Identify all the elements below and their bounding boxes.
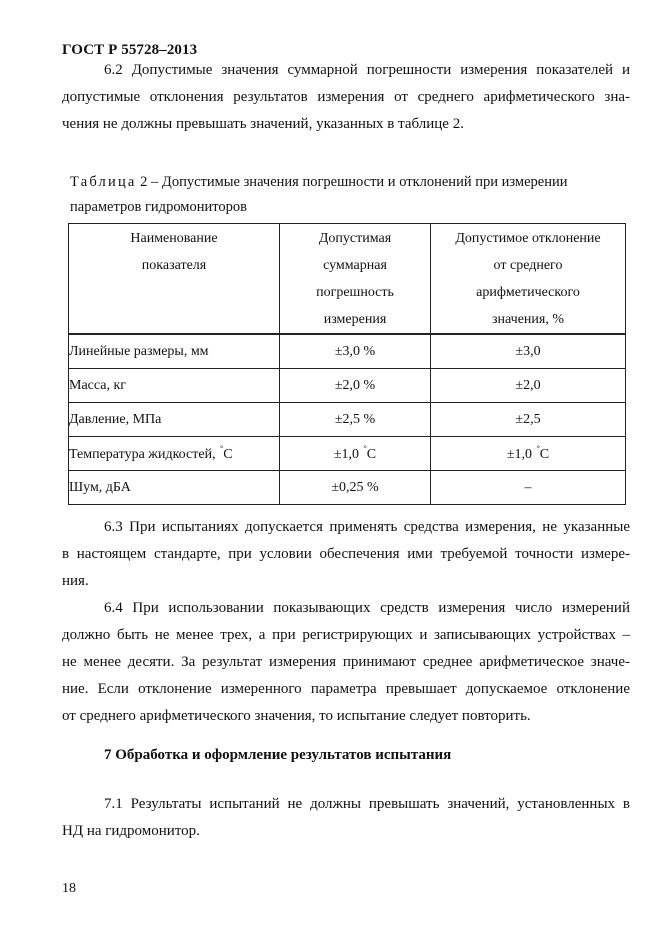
page-number: 18 (62, 881, 76, 896)
cell-name (69, 437, 280, 471)
paragraph-line: в настоящем стандарте, при условии обеспечения ими требуемой точности измере- (62, 546, 630, 562)
paragraph-line: ние. Если отклонение измеренного параметра превышает допускаемое отклонение (62, 681, 630, 697)
cell-name: Линейные размеры, мм (69, 334, 280, 369)
paragraph-line: 6.3 При испытаниях допускается применять средства измерения, не указанные (104, 519, 630, 535)
tolerance-table (68, 223, 626, 505)
header-line: Наименование (130, 231, 218, 246)
degree-symbol: ° (536, 444, 540, 453)
paragraph-6-3 (62, 514, 630, 595)
paragraph-line: должно быть не менее трех, а при регистрирующих и записывающих устройствах – (62, 627, 630, 643)
cell-name-text: Температура жидкостей, (69, 447, 220, 462)
cell-name: Давление, МПа (69, 403, 280, 437)
celsius-letter: С (366, 447, 377, 462)
paragraph-6-4 (62, 595, 630, 730)
table-caption-line2: параметров гидромониторов (70, 199, 247, 215)
cell-error (280, 437, 431, 471)
table-row (69, 369, 626, 403)
header-line: Допустимая (318, 231, 392, 246)
table-row (69, 437, 626, 471)
cell-deviation: ±2,5 (431, 403, 626, 437)
header-line: суммарная (323, 258, 387, 273)
cell-error: ±2,5 % (280, 403, 431, 437)
header-line: показателя (141, 258, 207, 273)
cell-deviation: – (431, 471, 626, 505)
table-row (69, 471, 626, 505)
cell-deviation: ±2,0 (431, 369, 626, 403)
cell-deviation-text: ±1,0 (506, 447, 536, 462)
header-line: измерения (323, 312, 387, 327)
header-total-error (280, 224, 431, 335)
paragraph-line: 6.2 Допустимые значения суммарной погрешности измерения показателей и (104, 62, 630, 78)
cell-deviation (431, 437, 626, 471)
header-line: значения, % (491, 312, 565, 327)
paragraph-line: 7.1 Результаты испытаний не должны превышать значений, установленных в (104, 796, 630, 812)
table-caption-text: 2 – Допустимые значения погрешности и отклонений при измерении (136, 174, 568, 190)
cell-deviation: ±3,0 (431, 334, 626, 369)
header-line: от среднего (493, 258, 563, 273)
cell-error-text: ±1,0 (333, 447, 363, 462)
paragraph-line: от среднего арифметического значения, то испытание следует повторить. (62, 708, 531, 724)
cell-error: ±2,0 % (280, 369, 431, 403)
cell-name: Шум, дБА (69, 471, 280, 505)
degree-symbol: ° (363, 444, 367, 453)
table-row (69, 334, 626, 369)
paragraph-line: не менее десяти. За результат измерения принимают среднее арифметическое значе- (62, 654, 630, 670)
header-deviation (431, 224, 626, 335)
section-7-title: 7 Обработка и оформление результатов испытания (104, 747, 452, 763)
cell-error: ±0,25 % (280, 471, 431, 505)
paragraph-7-1 (62, 791, 630, 845)
celsius-letter: С (539, 447, 550, 462)
paragraph-line: чения не должны превышать значений, указанных в таблице 2. (62, 116, 464, 132)
table-caption (70, 170, 630, 220)
header-line: Допустимое отклонение (455, 231, 601, 246)
degree-symbol: ° (220, 444, 224, 453)
table-row (69, 403, 626, 437)
paragraph-line: 6.4 При использовании показывающих средств измерения число измерений (104, 600, 630, 616)
table-header-row (69, 224, 626, 335)
document-code: ГОСТ Р 55728–2013 (62, 42, 198, 58)
header-line: арифметического (476, 285, 580, 300)
table-caption-label: Таблица (70, 174, 137, 190)
paragraph-6-2 (62, 57, 630, 138)
header-line: погрешность (316, 285, 394, 300)
cell-name: Масса, кг (69, 369, 280, 403)
cell-error: ±3,0 % (280, 334, 431, 369)
paragraph-line: НД на гидромонитор. (62, 823, 200, 839)
celsius-letter: С (223, 447, 233, 462)
header-indicator-name (69, 224, 280, 335)
paragraph-line: допустимые отклонения результатов измерения от среднего арифметического зна- (62, 89, 630, 105)
paragraph-line: ния. (62, 573, 89, 589)
